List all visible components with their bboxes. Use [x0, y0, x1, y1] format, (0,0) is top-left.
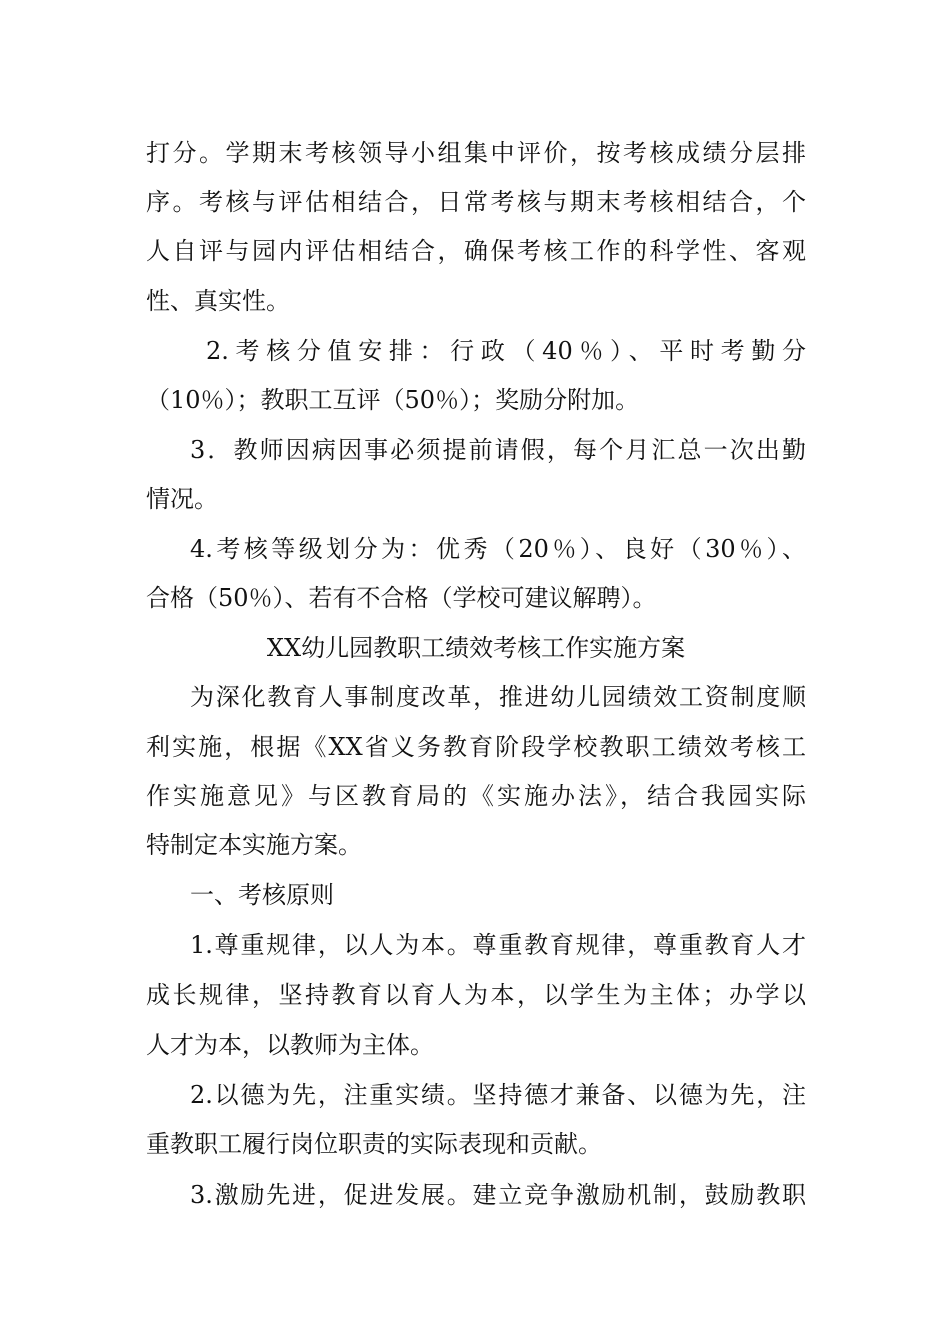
body-text-line: 3.激励先进，促进发展。建立竞争激励机制，鼓励教职 [190, 1181, 806, 1209]
body-text-line: 人自评与园内评估相结合，确保考核工作的科学性、客观 [146, 237, 806, 265]
body-text-line: （10％）；教职工互评（50％）；奖励分附加。 [146, 386, 640, 414]
body-text-line: 情况。 [146, 485, 218, 513]
body-text-line: 序。考核与评估相结合，日常考核与期末考核相结合，个 [146, 188, 806, 216]
body-text-line: 重教职工履行岗位职责的实际表现和贡献。 [146, 1130, 602, 1158]
body-text-line: 作实施意见》与区教育局的《实施办法》，结合我园实际 [146, 782, 806, 810]
body-text-line: 2.考核分值安排：行政（40％）、平时考勤分 [206, 337, 806, 365]
body-text-line: 为深化教育人事制度改革，推进幼儿园绩效工资制度顺 [190, 683, 806, 711]
body-text-line: 1.尊重规律，以人为本。尊重教育规律，尊重教育人才 [190, 931, 806, 959]
body-text-line: 成长规律，坚持教育以育人为本，以学生为主体；办学以 [146, 981, 806, 1009]
body-text-line: 特制定本实施方案。 [146, 831, 362, 859]
body-text-line: 人才为本，以教师为主体。 [146, 1031, 434, 1059]
body-text-line: 性、真实性。 [146, 287, 290, 315]
body-text-line: 3．教师因病因事必须提前请假，每个月汇总一次出勤 [190, 436, 806, 464]
body-text-line: 合格（50％）、若有不合格（学校可建议解聘）。 [146, 584, 657, 612]
body-text-line: 利实施，根据《XX省义务教育阶段学校教职工绩效考核工 [146, 733, 806, 761]
body-text-line: 打分。学期末考核领导小组集中评价，按考核成绩分层排 [146, 139, 806, 167]
section-heading: 一、考核原则 [190, 881, 334, 909]
body-text-line: 2.以德为先，注重实绩。坚持德才兼备、以德为先，注 [190, 1081, 806, 1109]
body-text-line: 4.考核等级划分为：优秀（20％）、良好（30％）、 [190, 535, 806, 563]
section-title: XX幼儿园教职工绩效考核工作实施方案 [266, 634, 686, 662]
